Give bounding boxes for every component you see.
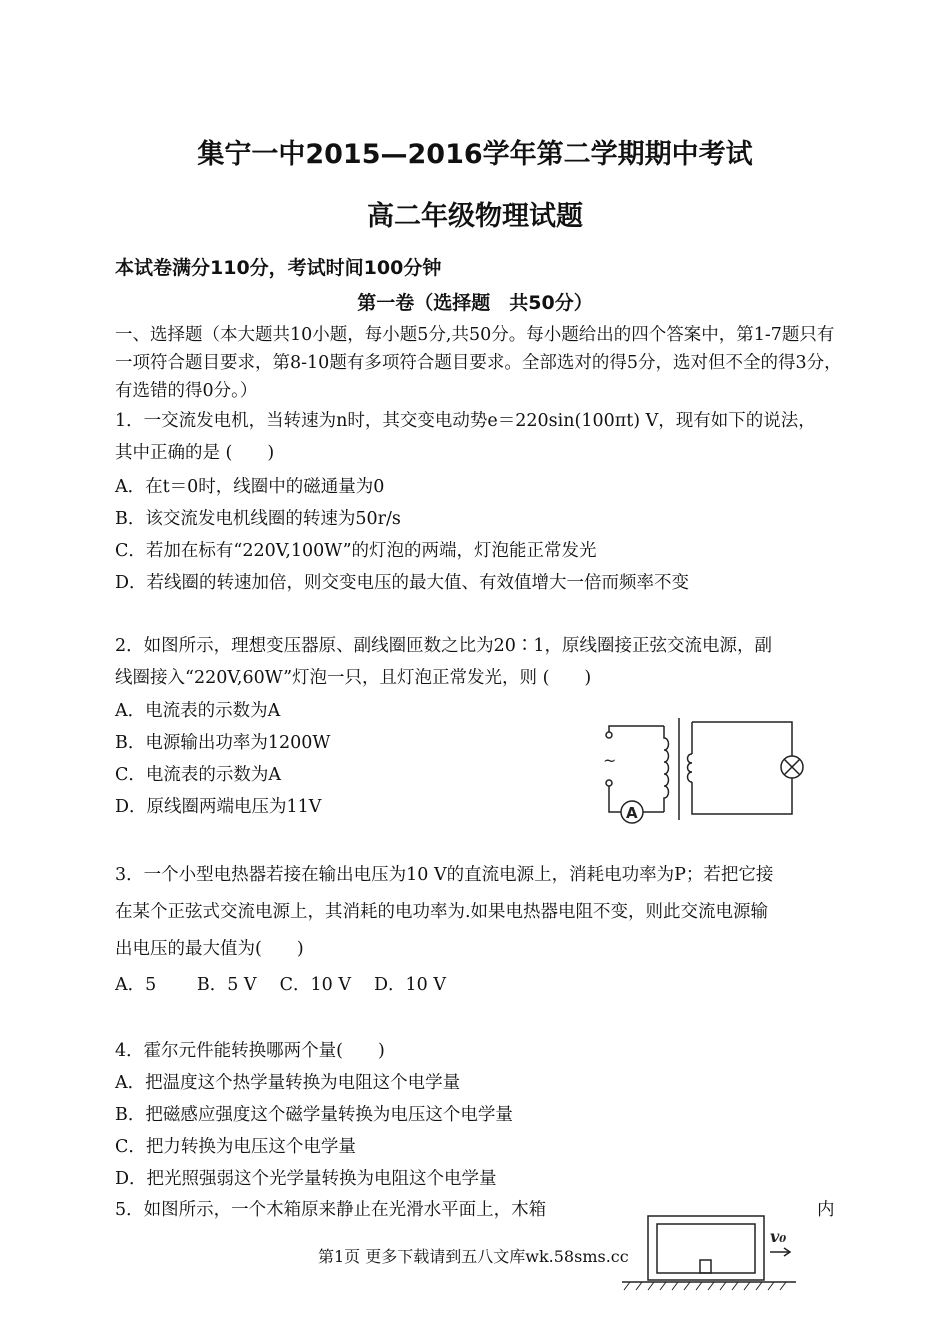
q4-stem: 4．霍尔元件能转换哪两个量( ) [115,1041,385,1061]
q5-stem: 5．如图所示，一个木箱原来静止在光滑水平面上，木箱 [115,1200,547,1220]
exam-info: 本试卷满分110分，考试时间100分钟 [115,257,442,279]
q3-options: A．5 B．5 V C．10 V D．10 V [115,975,447,995]
exam-title: 集宁一中2015—2016学年第二学期期中考试 [197,139,753,170]
q1-option-a: A．在t＝0时，线圈中的磁通量为0 [115,477,385,497]
q2-stem-line2: 线圈接入“220V,60W”灯泡一只，且灯泡正常发光，则 ( ) [115,668,592,688]
section-instructions: 一、选择题（本大题共10小题，每小题5分,共50分。每小题给出的四个答案中，第1-7题只有一项符合题目要求，第8-10题有多项符合题目要求。全部选对的得5分，选对但不全的得3分，有选错的得0分。） [115,325,842,401]
q2-stem-line1: 2．如图所示，理想变压器原、副线圈匝数之比为20∶1，原线圈接正弦交流电源，副 [115,636,773,656]
q2-option-d: D．原线圈两端电压为11V [115,797,322,817]
q3-stem-line2: 在某个正弦式交流电源上，其消耗的电功率为.如果电热器电阻不变，则此交流电源输 [115,902,769,922]
q1-option-b: B．该交流发电机线圈的转速为50r/s [115,509,401,529]
section-heading: 第一卷（选择题 共50分） [357,292,593,314]
q2-option-b: B．电源输出功率为1200W [115,733,331,753]
q3-stem-line3: 出电压的最大值为( ) [115,939,304,959]
velocity-label: v₀ [770,1227,787,1246]
q3-stem-line1: 3．一个小型电热器若接在输出电压为10 V的直流电源上，消耗电功率为P；若把它接 [115,865,774,885]
q4-option-b: B．把磁感应强度这个磁学量转换为电压这个电学量 [115,1105,513,1125]
q1-stem-line1: 1．一交流发电机，当转速为n时，其交变电动势e＝220sin(100πt) V，现有如下的说法， [115,411,816,431]
q4-option-c: C．把力转换为电压这个电学量 [115,1137,356,1157]
wooden-box-diagram [620,1210,798,1296]
q1-stem-line2: 其中正确的是 ( ) [115,443,275,463]
exam-subtitle: 高二年级物理试题 [367,201,583,232]
ammeter-label: A [626,804,638,822]
transformer-circuit-diagram [598,712,808,830]
q2-option-a: A．电流表的示数为A [115,701,281,721]
q4-option-a: A．把温度这个热学量转换为电阻这个电学量 [115,1073,461,1093]
q2-option-c: C．电流表的示数为A [115,765,282,785]
q1-option-c: C．若加在标有“220V,100W”的灯泡的两端，灯泡能正常发光 [115,541,597,561]
q1-option-d: D．若线圈的转速加倍，则交变电压的最大值、有效值增大一倍而频率不变 [115,573,690,593]
page-footer: 第1页 更多下载请到五八文库wk.58sms.cc [318,1247,629,1266]
q4-option-d: D．把光照强弱这个光学量转换为电阻这个电学量 [115,1169,497,1189]
ac-source-symbol: ~ [603,751,617,770]
q5-stem-end: 内 [817,1200,835,1220]
